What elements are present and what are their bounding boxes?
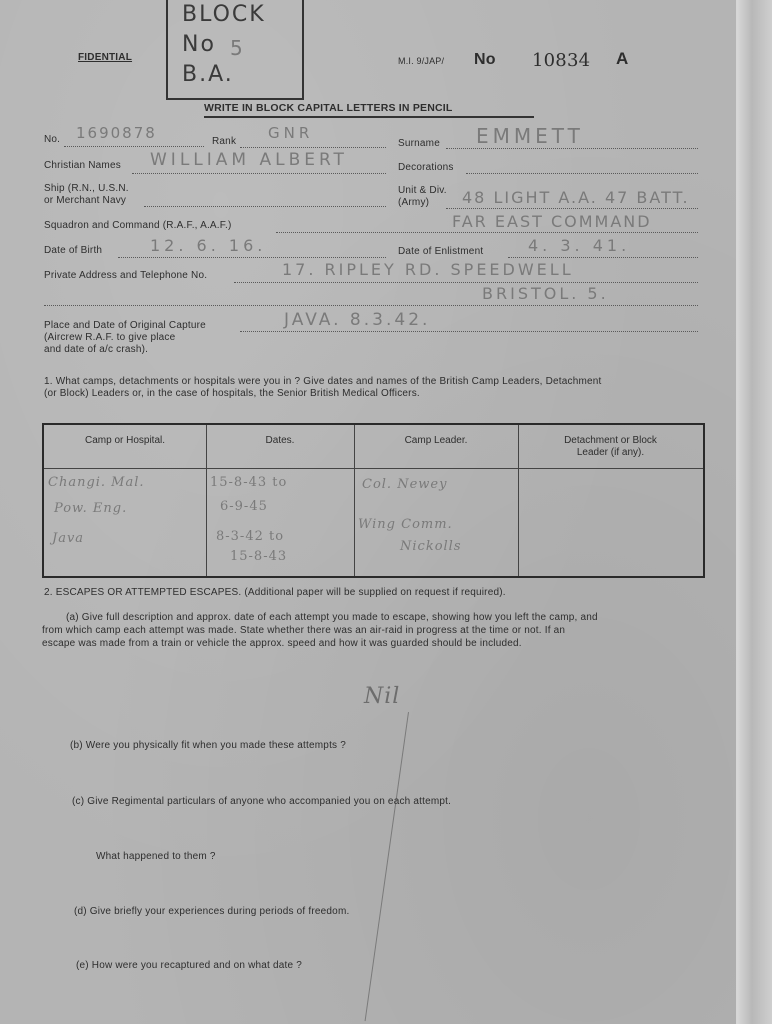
unit-line (446, 208, 698, 209)
instruction-underline (204, 116, 534, 118)
question-2a-line-3: escape was made from a train or vehicle the approx. speed and how it was guarded should be included. (42, 638, 522, 649)
header-camp: Camp or Hospital. (84, 435, 166, 446)
table-row: 8-3-42 to (216, 529, 285, 544)
christian-names-value: WILLIAM ALBERT (150, 150, 348, 170)
decorations-line (466, 173, 698, 174)
header-dates: Dates. (265, 435, 295, 446)
question-2e: (e) How were you recaptured and on what date ? (76, 960, 302, 971)
address-line-2: BRISTOL. 5. (482, 284, 609, 303)
unit-label-1: Unit & Div. (398, 185, 447, 196)
surname-value: EMMETT (476, 124, 584, 148)
surname-label: Surname (398, 138, 440, 149)
address-line-rule-1 (234, 282, 698, 283)
squadron-label: Squadron and Command (R.A.F., A.A.F.) (44, 220, 232, 231)
capture-label-2: (Aircrew R.A.F. to give place (44, 332, 176, 343)
address-line-rule-2 (44, 305, 698, 306)
camps-table (42, 423, 705, 578)
table-row: Java (52, 531, 85, 546)
rank-value: GNR (268, 124, 314, 142)
stamp-number: 5 (230, 36, 247, 60)
question-2-title: 2. ESCAPES OR ATTEMPTED ESCAPES. (Additional paper will be supplied on request if required). (44, 587, 506, 598)
pencil-stroke (365, 712, 409, 1021)
stamp-line-2: No (182, 32, 216, 57)
serial-number: 10834 (532, 50, 591, 71)
enlistment-label: Date of Enlistment (398, 246, 484, 257)
header-leader: Camp Leader. (404, 435, 468, 446)
table-row: Changi. Mal. (48, 475, 145, 490)
dob-label: Date of Birth (44, 245, 103, 256)
surname-line (446, 148, 698, 149)
table-divider-2 (354, 425, 355, 576)
table-row: 15-8-43 (230, 549, 288, 564)
nil-answer: Nil (364, 684, 401, 709)
table-row: Nickolls (400, 539, 462, 554)
table-row: Pow. Eng. (54, 501, 128, 516)
form-code: M.I. 9/JAP/ (398, 56, 445, 66)
question-2b: (b) Were you physically fit when you made these attempts ? (70, 740, 346, 751)
squadron-value: FAR EAST COMMAND (452, 212, 652, 231)
question-2c: (c) Give Regimental particulars of anyone who accompanied you on each attempt. (72, 796, 452, 807)
table-header-rule (44, 468, 703, 469)
squadron-line (276, 232, 698, 233)
question-1-line-2: (or Block) Leaders or, in the case of hospitals, the Senior British Medical Officers. (44, 388, 420, 399)
unit-label-2: (Army) (398, 197, 430, 208)
ship-label-1: Ship (R.N., U.S.N. (44, 183, 129, 194)
question-2a-line-2: from which camp each attempt was made. State whether there was an air-raid in progress at the time or not. If an (42, 625, 566, 636)
ship-line (144, 206, 386, 207)
dob-line (118, 257, 386, 258)
ship-label-2: or Merchant Navy (44, 195, 127, 206)
rank-label: Rank (212, 136, 237, 147)
table-row: Col. Newey (362, 477, 448, 492)
no-line (64, 146, 204, 147)
unit-value: 48 LIGHT A.A. 47 BATT. (462, 188, 690, 207)
confidential-label: FIDENTIAL (78, 52, 133, 63)
question-2a-line-1: (a) Give full description and approx. date of each attempt you made to escape, showing how you left the camp, and (66, 612, 598, 623)
enlistment-line (508, 257, 698, 258)
enlistment-value: 4. 3. 41. (528, 236, 631, 255)
question-2c-followup: What happened to them ? (96, 851, 216, 862)
decorations-label: Decorations (398, 162, 454, 173)
table-row: 6-9-45 (220, 499, 268, 514)
capture-line (240, 331, 698, 332)
header-detachment-1: Detachment or Block (564, 435, 657, 446)
christian-names-label: Christian Names (44, 160, 121, 171)
stamp-line-1: BLOCK (182, 2, 266, 27)
address-line-1: 17. RIPLEY RD. SPEEDWELL (282, 260, 574, 279)
number-label: No (474, 51, 496, 68)
question-2d: (d) Give briefly your experiences during periods of freedom. (74, 906, 350, 917)
christian-line (132, 173, 386, 174)
capture-label-3: and date of a/c crash). (44, 344, 149, 355)
pencil-instruction: WRITE IN BLOCK CAPITAL LETTERS IN PENCIL (204, 102, 453, 114)
capture-value: JAVA. 8.3.42. (284, 310, 431, 330)
service-number-value: 1690878 (76, 124, 157, 142)
address-label: Private Address and Telephone No. (44, 270, 208, 281)
capture-label-1: Place and Date of Original Capture (44, 320, 206, 331)
table-row: 15-8-43 to (210, 475, 288, 490)
table-divider-1 (206, 425, 207, 576)
rank-line (240, 147, 386, 148)
stamp-line-3: B.A. (182, 62, 234, 87)
header-detachment-2: Leader (if any). (576, 447, 645, 458)
question-1-line-1: 1. What camps, detachments or hospitals were you in ? Give dates and names of the British Camp Leaders, Detachment (44, 376, 602, 387)
no-label: No. (44, 134, 61, 145)
dob-value: 12. 6. 16. (150, 236, 267, 255)
block-stamp (166, 0, 304, 100)
table-row: Wing Comm. (358, 517, 453, 532)
serial-suffix: A (616, 49, 629, 68)
